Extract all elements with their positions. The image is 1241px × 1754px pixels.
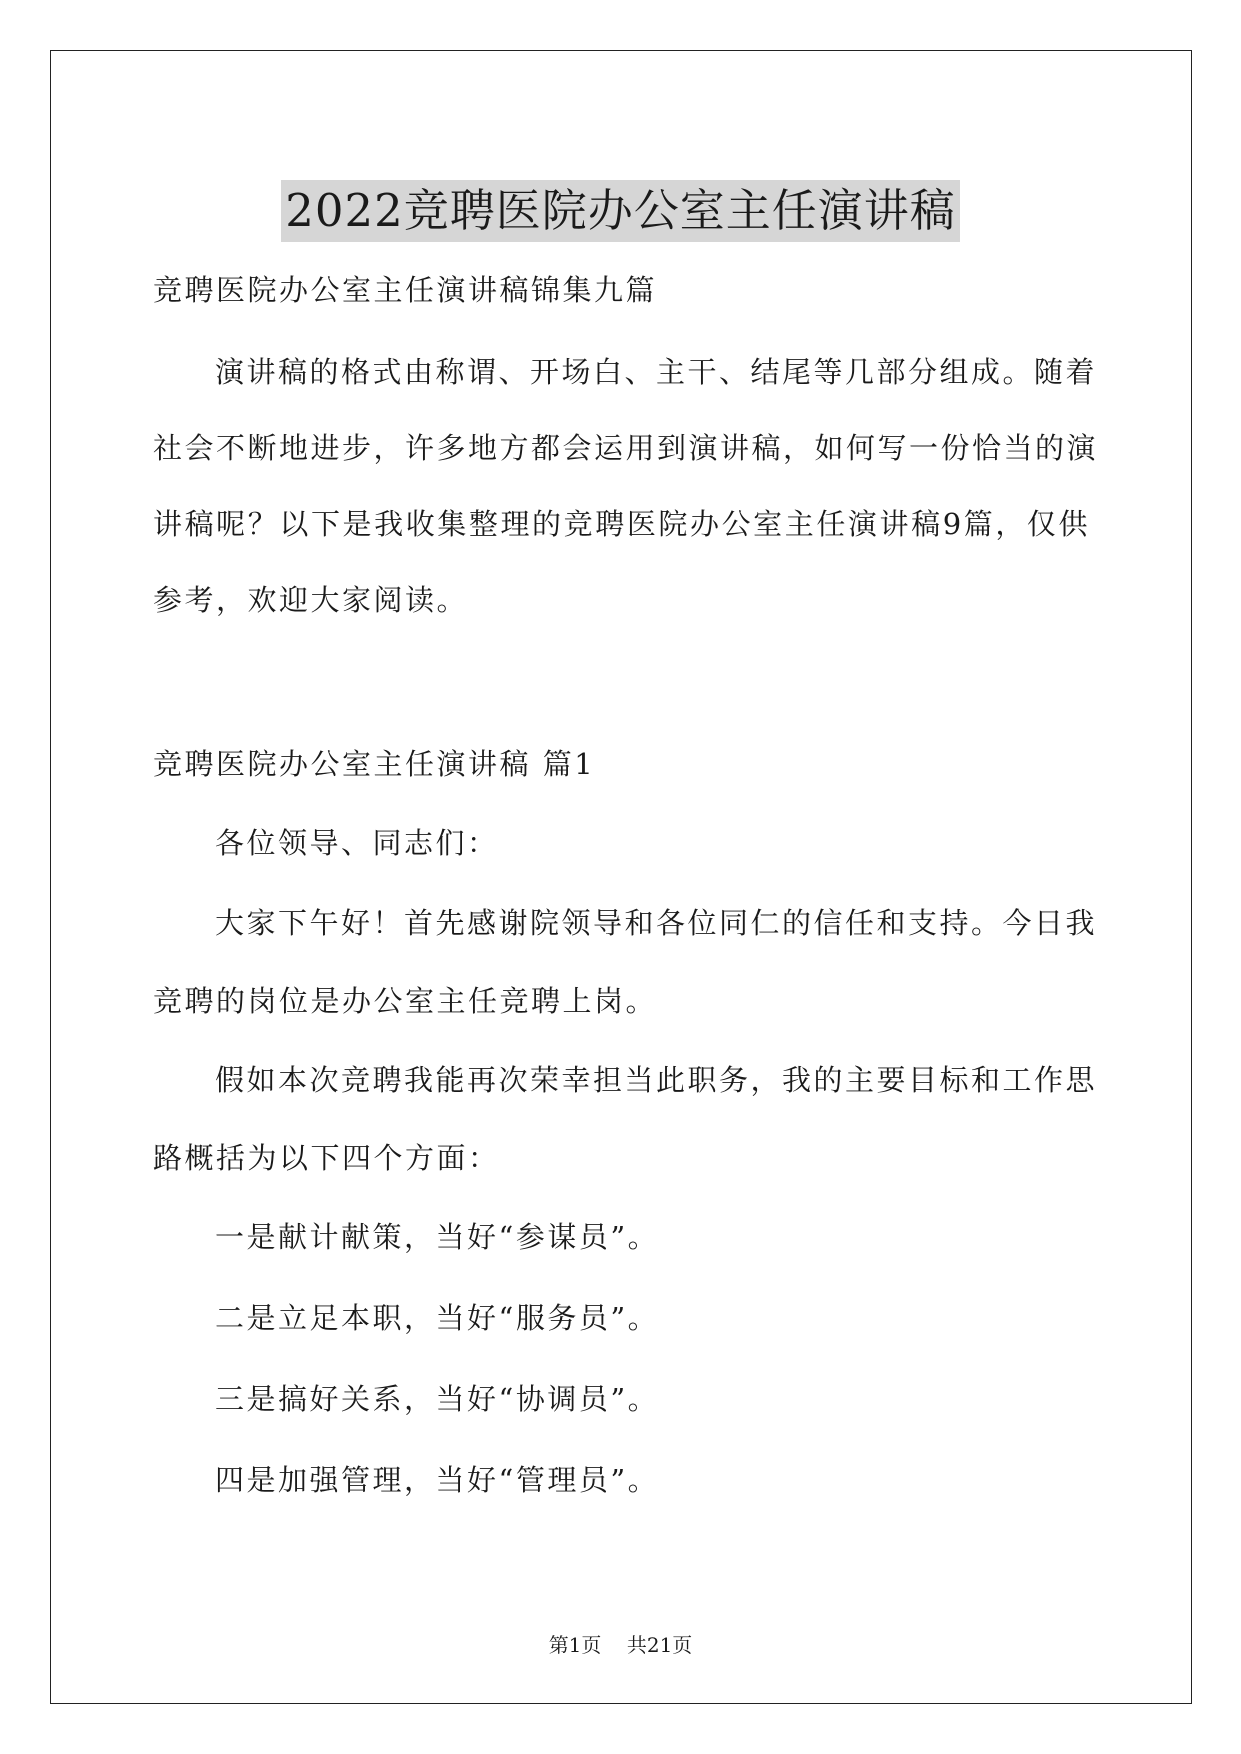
goal-line-1: 假如本次竞聘我能再次荣幸担当此职务，我的主要目标和工作思 (215, 1063, 1098, 1097)
salutation-line: 各位领导、同志们： (215, 826, 499, 860)
document-title: 2022竞聘医院办公室主任演讲稿 (281, 180, 960, 242)
intro-line-2: 社会不断地进步，许多地方都会运用到演讲稿，如何写一份恰当的演 (153, 431, 1099, 465)
page-number: 第1页 (548, 1633, 602, 1657)
page-total: 共21页 (626, 1633, 693, 1657)
greeting-line-1: 大家下午好！首先感谢院领导和各位同仁的信任和支持。今日我 (215, 906, 1098, 940)
greeting-line-2: 竞聘的岗位是办公室主任竞聘上岗。 (153, 984, 658, 1018)
intro-line-4: 参考，欢迎大家阅读。 (153, 583, 469, 617)
section-heading: 竞聘医院办公室主任演讲稿 篇1 (153, 747, 596, 781)
footer-gap (601, 1633, 626, 1657)
point-1: 一是献计献策，当好“参谋员”。 (215, 1220, 660, 1254)
intro-line-1: 演讲稿的格式由称谓、开场白、主干、结尾等几部分组成。随着 (215, 355, 1098, 389)
goal-line-2: 路概括为以下四个方面： (153, 1141, 500, 1175)
page-footer (0, 1632, 1241, 1658)
subtitle-line: 竞聘医院办公室主任演讲稿锦集九篇 (153, 273, 658, 307)
title-wrap (0, 150, 1241, 272)
point-2: 二是立足本职，当好“服务员”。 (215, 1301, 660, 1335)
intro-line-3: 讲稿呢？以下是我收集整理的竞聘医院办公室主任演讲稿9篇，仅供 (153, 507, 1090, 541)
point-4: 四是加强管理，当好“管理员”。 (215, 1463, 660, 1497)
point-3: 三是搞好关系，当好“协调员”。 (215, 1382, 660, 1416)
